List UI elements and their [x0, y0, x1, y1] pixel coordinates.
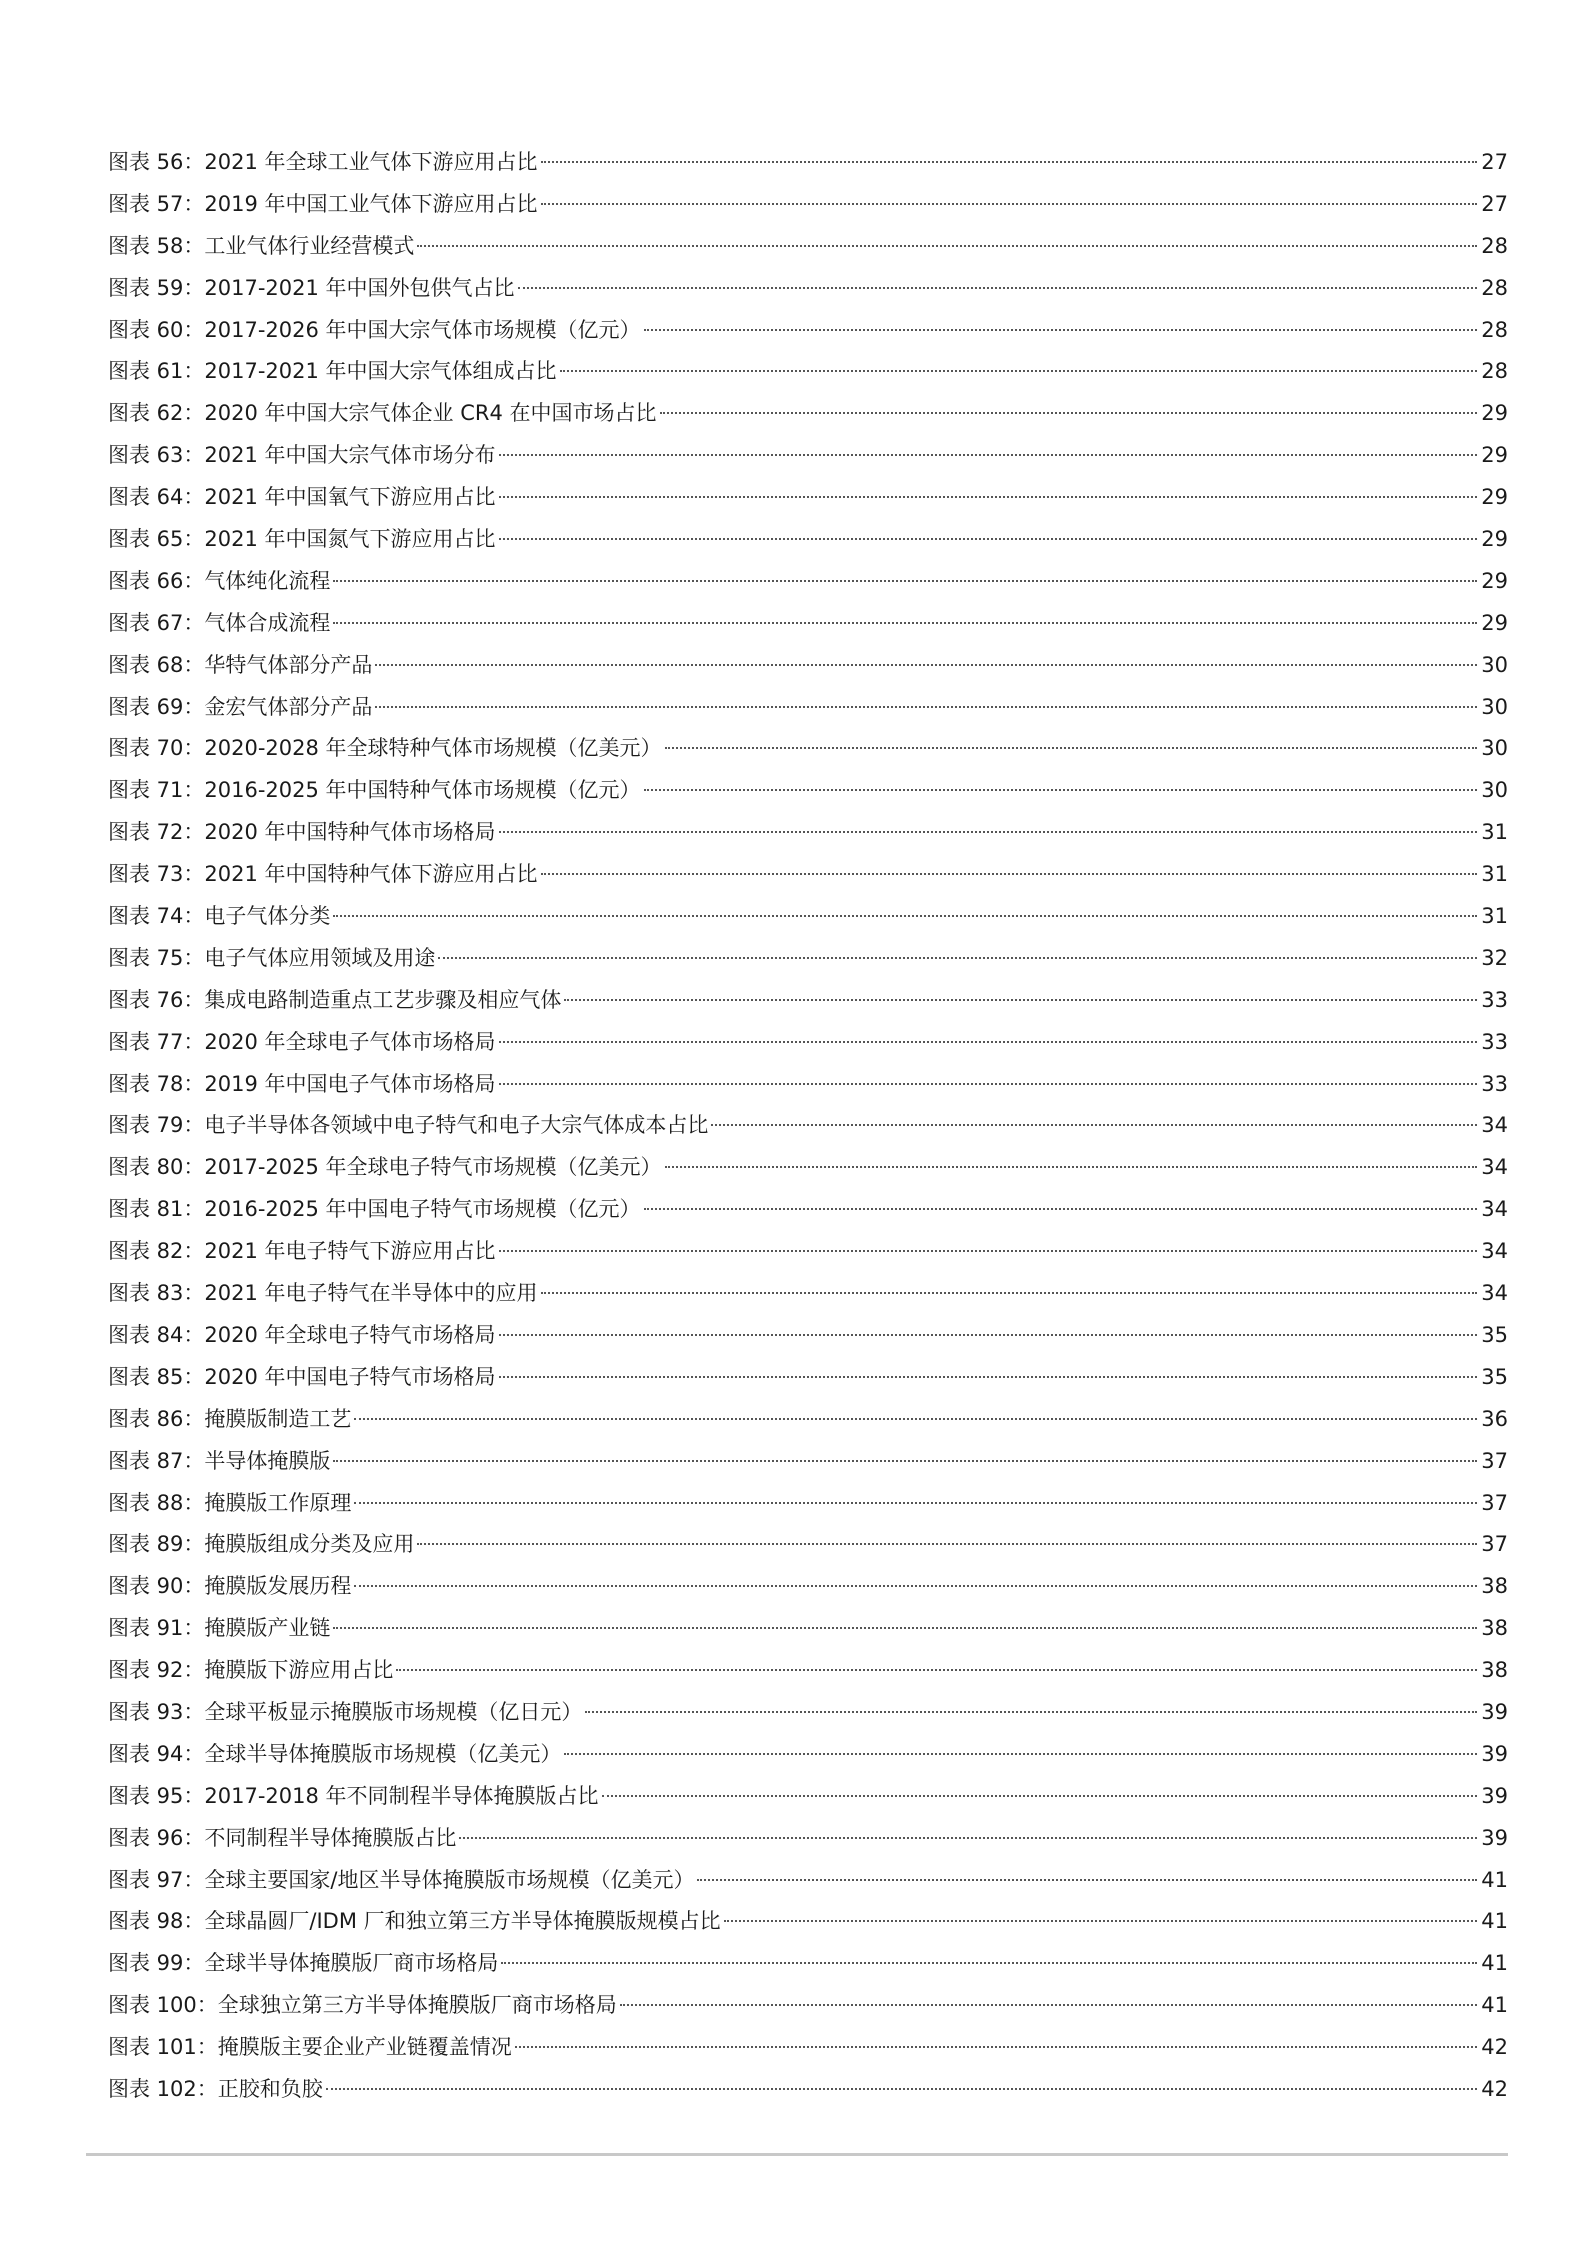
toc-entry-label: 图表 84： — [108, 1322, 205, 1347]
toc-entry[interactable] — [108, 1357, 1508, 1399]
toc-entry-label: 图表 86： — [108, 1406, 205, 1431]
toc-entry-page: 38 — [1481, 1658, 1508, 1683]
toc-entry[interactable] — [108, 1315, 1508, 1357]
toc-entry-page: 41 — [1481, 1867, 1508, 1892]
toc-entry-label: 图表 64： — [108, 485, 205, 510]
toc-entry-label: 图表 93： — [108, 1699, 205, 1724]
toc-entry-title: 2020 年全球电子特气市场格局 — [204, 1322, 496, 1347]
toc-entry-title: 2021 年电子特气在半导体中的应用 — [204, 1281, 538, 1306]
toc-entry-title: 全球半导体掩膜版厂商市场格局 — [204, 1951, 499, 1976]
toc-entry[interactable] — [108, 1524, 1508, 1566]
toc-entry[interactable] — [108, 184, 1508, 226]
toc-entry-page: 29 — [1481, 527, 1508, 552]
toc-entry-label: 图表 80： — [108, 1155, 205, 1180]
toc-entry-label: 图表 74： — [108, 904, 205, 929]
toc-entry-page: 29 — [1481, 443, 1508, 468]
toc-entry[interactable] — [108, 1399, 1508, 1441]
toc-entry-page: 27 — [1481, 150, 1508, 174]
toc-dot-leader — [333, 915, 1477, 917]
toc-dot-leader — [499, 1376, 1477, 1378]
toc-entry-page: 42 — [1481, 2035, 1508, 2060]
toc-entry-title: 2020 年中国电子特气市场格局 — [204, 1364, 496, 1389]
toc-entry-label: 图表 102： — [108, 2076, 218, 2101]
toc-entry-page: 39 — [1481, 1699, 1508, 1724]
toc-entry-title: 半导体掩膜版 — [204, 1448, 331, 1473]
toc-entry[interactable] — [108, 268, 1508, 310]
toc-entry[interactable] — [108, 519, 1508, 561]
toc-dot-leader — [564, 1753, 1477, 1755]
toc-entry-label: 图表 87： — [108, 1448, 205, 1473]
toc-entry-page: 42 — [1481, 2076, 1508, 2101]
toc-dot-leader — [333, 1460, 1477, 1462]
toc-dot-leader — [499, 454, 1477, 456]
toc-entry[interactable] — [108, 226, 1508, 268]
toc-entry-title: 全球主要国家/地区半导体掩膜版市场规模（亿美元） — [204, 1867, 695, 1892]
toc-entry-page: 30 — [1481, 652, 1508, 677]
toc-dot-leader — [518, 287, 1477, 289]
toc-entry-title: 全球半导体掩膜版市场规模（亿美元） — [204, 1741, 562, 1766]
toc-dot-leader — [602, 1795, 1477, 1797]
toc-entry-title: 不同制程半导体掩膜版占比 — [204, 1825, 457, 1850]
toc-entry-page: 29 — [1481, 485, 1508, 510]
toc-dot-leader — [499, 1083, 1477, 1085]
toc-entry-label: 图表 61： — [108, 359, 205, 384]
toc-entry-page: 38 — [1481, 1574, 1508, 1599]
toc-dot-leader — [541, 873, 1477, 875]
toc-entry-page: 38 — [1481, 1616, 1508, 1641]
toc-dot-leader — [438, 957, 1477, 959]
toc-entry-page: 41 — [1481, 1909, 1508, 1934]
toc-entry-page: 33 — [1481, 1071, 1508, 1096]
toc-entry-title: 2017-2026 年中国大宗气体市场规模（亿元） — [204, 317, 641, 342]
toc-entry-page: 31 — [1481, 904, 1508, 929]
toc-dot-leader — [375, 664, 1477, 666]
toc-entry-page: 34 — [1481, 1281, 1508, 1306]
toc-entry[interactable] — [108, 1566, 1508, 1608]
toc-entry[interactable] — [108, 1022, 1508, 1064]
toc-entry-label: 图表 89： — [108, 1532, 205, 1557]
toc-entry[interactable] — [108, 728, 1508, 770]
toc-dot-leader — [585, 1711, 1477, 1713]
toc-entry-title: 2017-2021 年中国外包供气占比 — [204, 275, 515, 300]
toc-entry-page: 34 — [1481, 1155, 1508, 1180]
toc-entry-label: 图表 67： — [108, 610, 205, 635]
toc-entry-title: 气体纯化流程 — [204, 568, 331, 593]
toc-entry[interactable] — [108, 980, 1508, 1022]
toc-entry[interactable] — [108, 1985, 1508, 2027]
toc-entry-title: 掩膜版下游应用占比 — [204, 1658, 394, 1683]
toc-entry-page: 29 — [1481, 568, 1508, 593]
toc-entry-page: 39 — [1481, 1825, 1508, 1850]
toc-entry-title: 2017-2021 年中国大宗气体组成占比 — [204, 359, 557, 384]
toc-entry-label: 图表 72： — [108, 820, 205, 845]
toc-entry[interactable] — [108, 645, 1508, 687]
toc-entry-label: 图表 95： — [108, 1783, 205, 1808]
toc-dot-leader — [499, 1250, 1477, 1252]
toc-entry-label: 图表 79： — [108, 1113, 205, 1138]
toc-entry-title: 2021 年全球工业气体下游应用占比 — [204, 150, 538, 174]
toc-entry-page: 29 — [1481, 401, 1508, 426]
toc-entry-title: 2021 年电子特气下游应用占比 — [204, 1239, 496, 1264]
toc-entry[interactable] — [108, 854, 1508, 896]
toc-entry[interactable] — [108, 1734, 1508, 1776]
toc-dot-leader — [644, 789, 1477, 791]
toc-entry-title: 掩膜版制造工艺 — [204, 1406, 352, 1431]
toc-entry-page: 37 — [1481, 1448, 1508, 1473]
toc-entry-label: 图表 81： — [108, 1197, 205, 1222]
toc-entry-page: 31 — [1481, 862, 1508, 887]
toc-entry-page: 35 — [1481, 1364, 1508, 1389]
toc-entry-title: 掩膜版发展历程 — [204, 1574, 352, 1599]
toc-entry-title: 2016-2025 年中国特种气体市场规模（亿元） — [204, 778, 641, 803]
toc-entry-page: 33 — [1481, 987, 1508, 1012]
toc-entry-page: 39 — [1481, 1741, 1508, 1766]
toc-entry[interactable] — [108, 561, 1508, 603]
toc-entry[interactable] — [108, 1273, 1508, 1315]
toc-entry-title: 全球独立第三方半导体掩膜版厂商市场格局 — [217, 1993, 617, 2018]
toc-entry-label: 图表 65： — [108, 527, 205, 552]
toc-entry[interactable] — [108, 812, 1508, 854]
toc-entry-title: 金宏气体部分产品 — [204, 694, 373, 719]
toc-entry[interactable] — [108, 1189, 1508, 1231]
toc-entry[interactable] — [108, 2027, 1508, 2069]
toc-dot-leader — [515, 2046, 1477, 2048]
toc-entry-title: 掩膜版工作原理 — [204, 1490, 352, 1515]
toc-entry[interactable] — [108, 435, 1508, 477]
toc-entry-label: 图表 96： — [108, 1825, 205, 1850]
toc-entry[interactable] — [108, 1901, 1508, 1943]
toc-entry-label: 图表 58： — [108, 233, 205, 258]
toc-dot-leader — [375, 706, 1477, 708]
toc-entry-title: 2017-2018 年不同制程半导体掩膜版占比 — [204, 1783, 599, 1808]
toc-entry-title: 电子半导体各领域中电子特气和电子大宗气体成本占比 — [204, 1113, 709, 1138]
toc-entry-label: 图表 78： — [108, 1071, 205, 1096]
toc-entry[interactable] — [108, 1692, 1508, 1734]
toc-dot-leader — [541, 203, 1477, 205]
toc-entry-page: 41 — [1481, 1993, 1508, 2018]
toc-entry[interactable] — [108, 770, 1508, 812]
toc-entry[interactable] — [108, 1860, 1508, 1902]
toc-entry[interactable] — [108, 2069, 1508, 2111]
toc-dot-leader — [333, 580, 1477, 582]
toc-entry-title: 华特气体部分产品 — [204, 652, 373, 677]
toc-dot-leader — [724, 1920, 1477, 1922]
toc-entry-label: 图表 85： — [108, 1364, 205, 1389]
toc-entry-label: 图表 60： — [108, 317, 205, 342]
toc-entry[interactable] — [108, 1483, 1508, 1525]
toc-entry[interactable] — [108, 1943, 1508, 1985]
toc-dot-leader — [620, 2004, 1477, 2006]
toc-dot-leader — [541, 161, 1477, 163]
toc-dot-leader — [644, 329, 1477, 331]
toc-entry-page: 28 — [1481, 317, 1508, 342]
toc-dot-leader — [354, 1502, 1477, 1504]
toc-entry-title: 2019 年中国电子气体市场格局 — [204, 1071, 496, 1096]
toc-dot-leader — [354, 1418, 1477, 1420]
toc-dot-leader — [499, 538, 1477, 540]
toc-entry[interactable] — [108, 1608, 1508, 1650]
toc-entry-title: 2021 年中国大宗气体市场分布 — [204, 443, 496, 468]
toc-dot-leader — [499, 1334, 1477, 1336]
toc-entry-page: 39 — [1481, 1783, 1508, 1808]
toc-entry[interactable] — [108, 603, 1508, 645]
toc-entry-title: 2021 年中国氮气下游应用占比 — [204, 527, 496, 552]
figure-list — [108, 142, 1508, 2111]
toc-dot-leader — [560, 370, 1477, 372]
toc-entry[interactable] — [108, 1231, 1508, 1273]
toc-entry-title: 集成电路制造重点工艺步骤及相应气体 — [204, 987, 562, 1012]
toc-dot-leader — [396, 1669, 1477, 1671]
toc-entry-title: 掩膜版产业链 — [204, 1616, 331, 1641]
toc-dot-leader — [417, 245, 1477, 247]
toc-entry-label: 图表 97： — [108, 1867, 205, 1892]
toc-entry-page: 35 — [1481, 1322, 1508, 1347]
toc-entry[interactable] — [108, 1776, 1508, 1818]
toc-entry-label: 图表 99： — [108, 1951, 205, 1976]
toc-entry-title: 2020-2028 年全球特种气体市场规模（亿美元） — [204, 736, 662, 761]
toc-entry-page: 30 — [1481, 694, 1508, 719]
toc-entry-title: 气体合成流程 — [204, 610, 331, 635]
toc-entry-title: 正胶和负胶 — [217, 2076, 323, 2101]
toc-entry-page: 33 — [1481, 1029, 1508, 1054]
toc-entry[interactable] — [108, 351, 1508, 393]
toc-entry[interactable] — [108, 938, 1508, 980]
toc-entry-label: 图表 56： — [108, 150, 205, 174]
toc-entry-label: 图表 75： — [108, 945, 205, 970]
toc-entry-label: 图表 62： — [108, 401, 205, 426]
toc-entry-label: 图表 63： — [108, 443, 205, 468]
toc-entry[interactable] — [108, 393, 1508, 435]
toc-entry-page: 34 — [1481, 1197, 1508, 1222]
toc-entry-label: 图表 57： — [108, 191, 205, 216]
toc-entry-title: 电子气体分类 — [204, 904, 331, 929]
toc-entry-page: 28 — [1481, 359, 1508, 384]
toc-entry-title: 掩膜版主要企业产业链覆盖情况 — [217, 2035, 512, 2060]
toc-entry[interactable] — [108, 1147, 1508, 1189]
toc-dot-leader — [417, 1543, 1477, 1545]
toc-dot-leader — [541, 1292, 1477, 1294]
toc-entry-label: 图表 94： — [108, 1741, 205, 1766]
toc-entry-page: 27 — [1481, 191, 1508, 216]
toc-dot-leader — [711, 1124, 1477, 1126]
toc-entry-page: 34 — [1481, 1113, 1508, 1138]
toc-entry-page: 31 — [1481, 820, 1508, 845]
footer-divider — [86, 2153, 1508, 2156]
toc-entry-label: 图表 77： — [108, 1029, 205, 1054]
toc-dot-leader — [564, 999, 1477, 1001]
toc-entry-title: 2019 年中国工业气体下游应用占比 — [204, 191, 538, 216]
toc-entry-title: 2020 年全球电子气体市场格局 — [204, 1029, 496, 1054]
toc-dot-leader — [665, 747, 1477, 749]
toc-entry[interactable] — [108, 1818, 1508, 1860]
toc-dot-leader — [354, 1585, 1477, 1587]
toc-entry-label: 图表 83： — [108, 1281, 205, 1306]
toc-dot-leader — [501, 1962, 1477, 1964]
toc-entry-title: 2021 年中国氧气下游应用占比 — [204, 485, 496, 510]
toc-entry-title: 全球平板显示掩膜版市场规模（亿日元） — [204, 1699, 583, 1724]
toc-entry-title: 2021 年中国特种气体下游应用占比 — [204, 862, 538, 887]
toc-dot-leader — [499, 831, 1477, 833]
toc-entry[interactable] — [108, 1650, 1508, 1692]
toc-entry-page: 29 — [1481, 610, 1508, 635]
toc-entry-page: 37 — [1481, 1532, 1508, 1557]
toc-entry-title: 电子气体应用领域及用途 — [204, 945, 436, 970]
toc-entry-page: 28 — [1481, 233, 1508, 258]
toc-entry-title: 掩膜版组成分类及应用 — [204, 1532, 415, 1557]
toc-dot-leader — [697, 1879, 1477, 1881]
toc-dot-leader — [333, 1627, 1477, 1629]
toc-entry[interactable] — [108, 310, 1508, 352]
toc-entry-page: 37 — [1481, 1490, 1508, 1515]
toc-entry-title: 工业气体行业经营模式 — [204, 233, 415, 258]
toc-dot-leader — [459, 1837, 1477, 1839]
toc-entry-page: 36 — [1481, 1406, 1508, 1431]
toc-entry-label: 图表 59： — [108, 275, 205, 300]
toc-entry-page: 34 — [1481, 1239, 1508, 1264]
toc-dot-leader — [326, 2088, 1477, 2090]
toc-dot-leader — [665, 1166, 1477, 1168]
toc-entry-label: 图表 92： — [108, 1658, 205, 1683]
toc-entry-page: 41 — [1481, 1951, 1508, 1976]
toc-entry[interactable] — [108, 142, 1508, 184]
toc-entry-label: 图表 100： — [108, 1993, 218, 2018]
toc-dot-leader — [333, 622, 1477, 624]
toc-entry-label: 图表 88： — [108, 1490, 205, 1515]
toc-entry[interactable] — [108, 1441, 1508, 1483]
toc-dot-leader — [644, 1208, 1477, 1210]
toc-entry-label: 图表 70： — [108, 736, 205, 761]
toc-entry-label: 图表 76： — [108, 987, 205, 1012]
toc-entry-title: 2016-2025 年中国电子特气市场规模（亿元） — [204, 1197, 641, 1222]
toc-entry-title: 2017-2025 年全球电子特气市场规模（亿美元） — [204, 1155, 662, 1180]
toc-entry[interactable] — [108, 896, 1508, 938]
toc-entry[interactable] — [108, 687, 1508, 729]
toc-entry-label: 图表 73： — [108, 862, 205, 887]
toc-entry-page: 30 — [1481, 778, 1508, 803]
toc-entry-label: 图表 69： — [108, 694, 205, 719]
toc-entry-label: 图表 66： — [108, 568, 205, 593]
toc-entry-label: 图表 91： — [108, 1616, 205, 1641]
toc-entry-label: 图表 71： — [108, 778, 205, 803]
toc-entry-page: 30 — [1481, 736, 1508, 761]
toc-entry-label: 图表 101： — [108, 2035, 218, 2060]
toc-dot-leader — [499, 1041, 1477, 1043]
toc-dot-leader — [660, 412, 1478, 414]
toc-entry-label: 图表 90： — [108, 1574, 205, 1599]
toc-entry[interactable] — [108, 477, 1508, 519]
toc-entry-title: 2020 年中国大宗气体企业 CR4 在中国市场占比 — [204, 401, 657, 426]
toc-entry-page: 28 — [1481, 275, 1508, 300]
toc-entry-title: 全球晶圆厂/IDM 厂和独立第三方半导体掩膜版规模占比 — [204, 1909, 721, 1934]
toc-entry-page: 32 — [1481, 945, 1508, 970]
toc-entry-title: 2020 年中国特种气体市场格局 — [204, 820, 496, 845]
toc-entry-label: 图表 68： — [108, 652, 205, 677]
toc-entry-label: 图表 98： — [108, 1909, 205, 1934]
toc-entry[interactable] — [108, 1105, 1508, 1147]
toc-entry-label: 图表 82： — [108, 1239, 205, 1264]
toc-dot-leader — [499, 496, 1477, 498]
toc-entry[interactable] — [108, 1064, 1508, 1106]
